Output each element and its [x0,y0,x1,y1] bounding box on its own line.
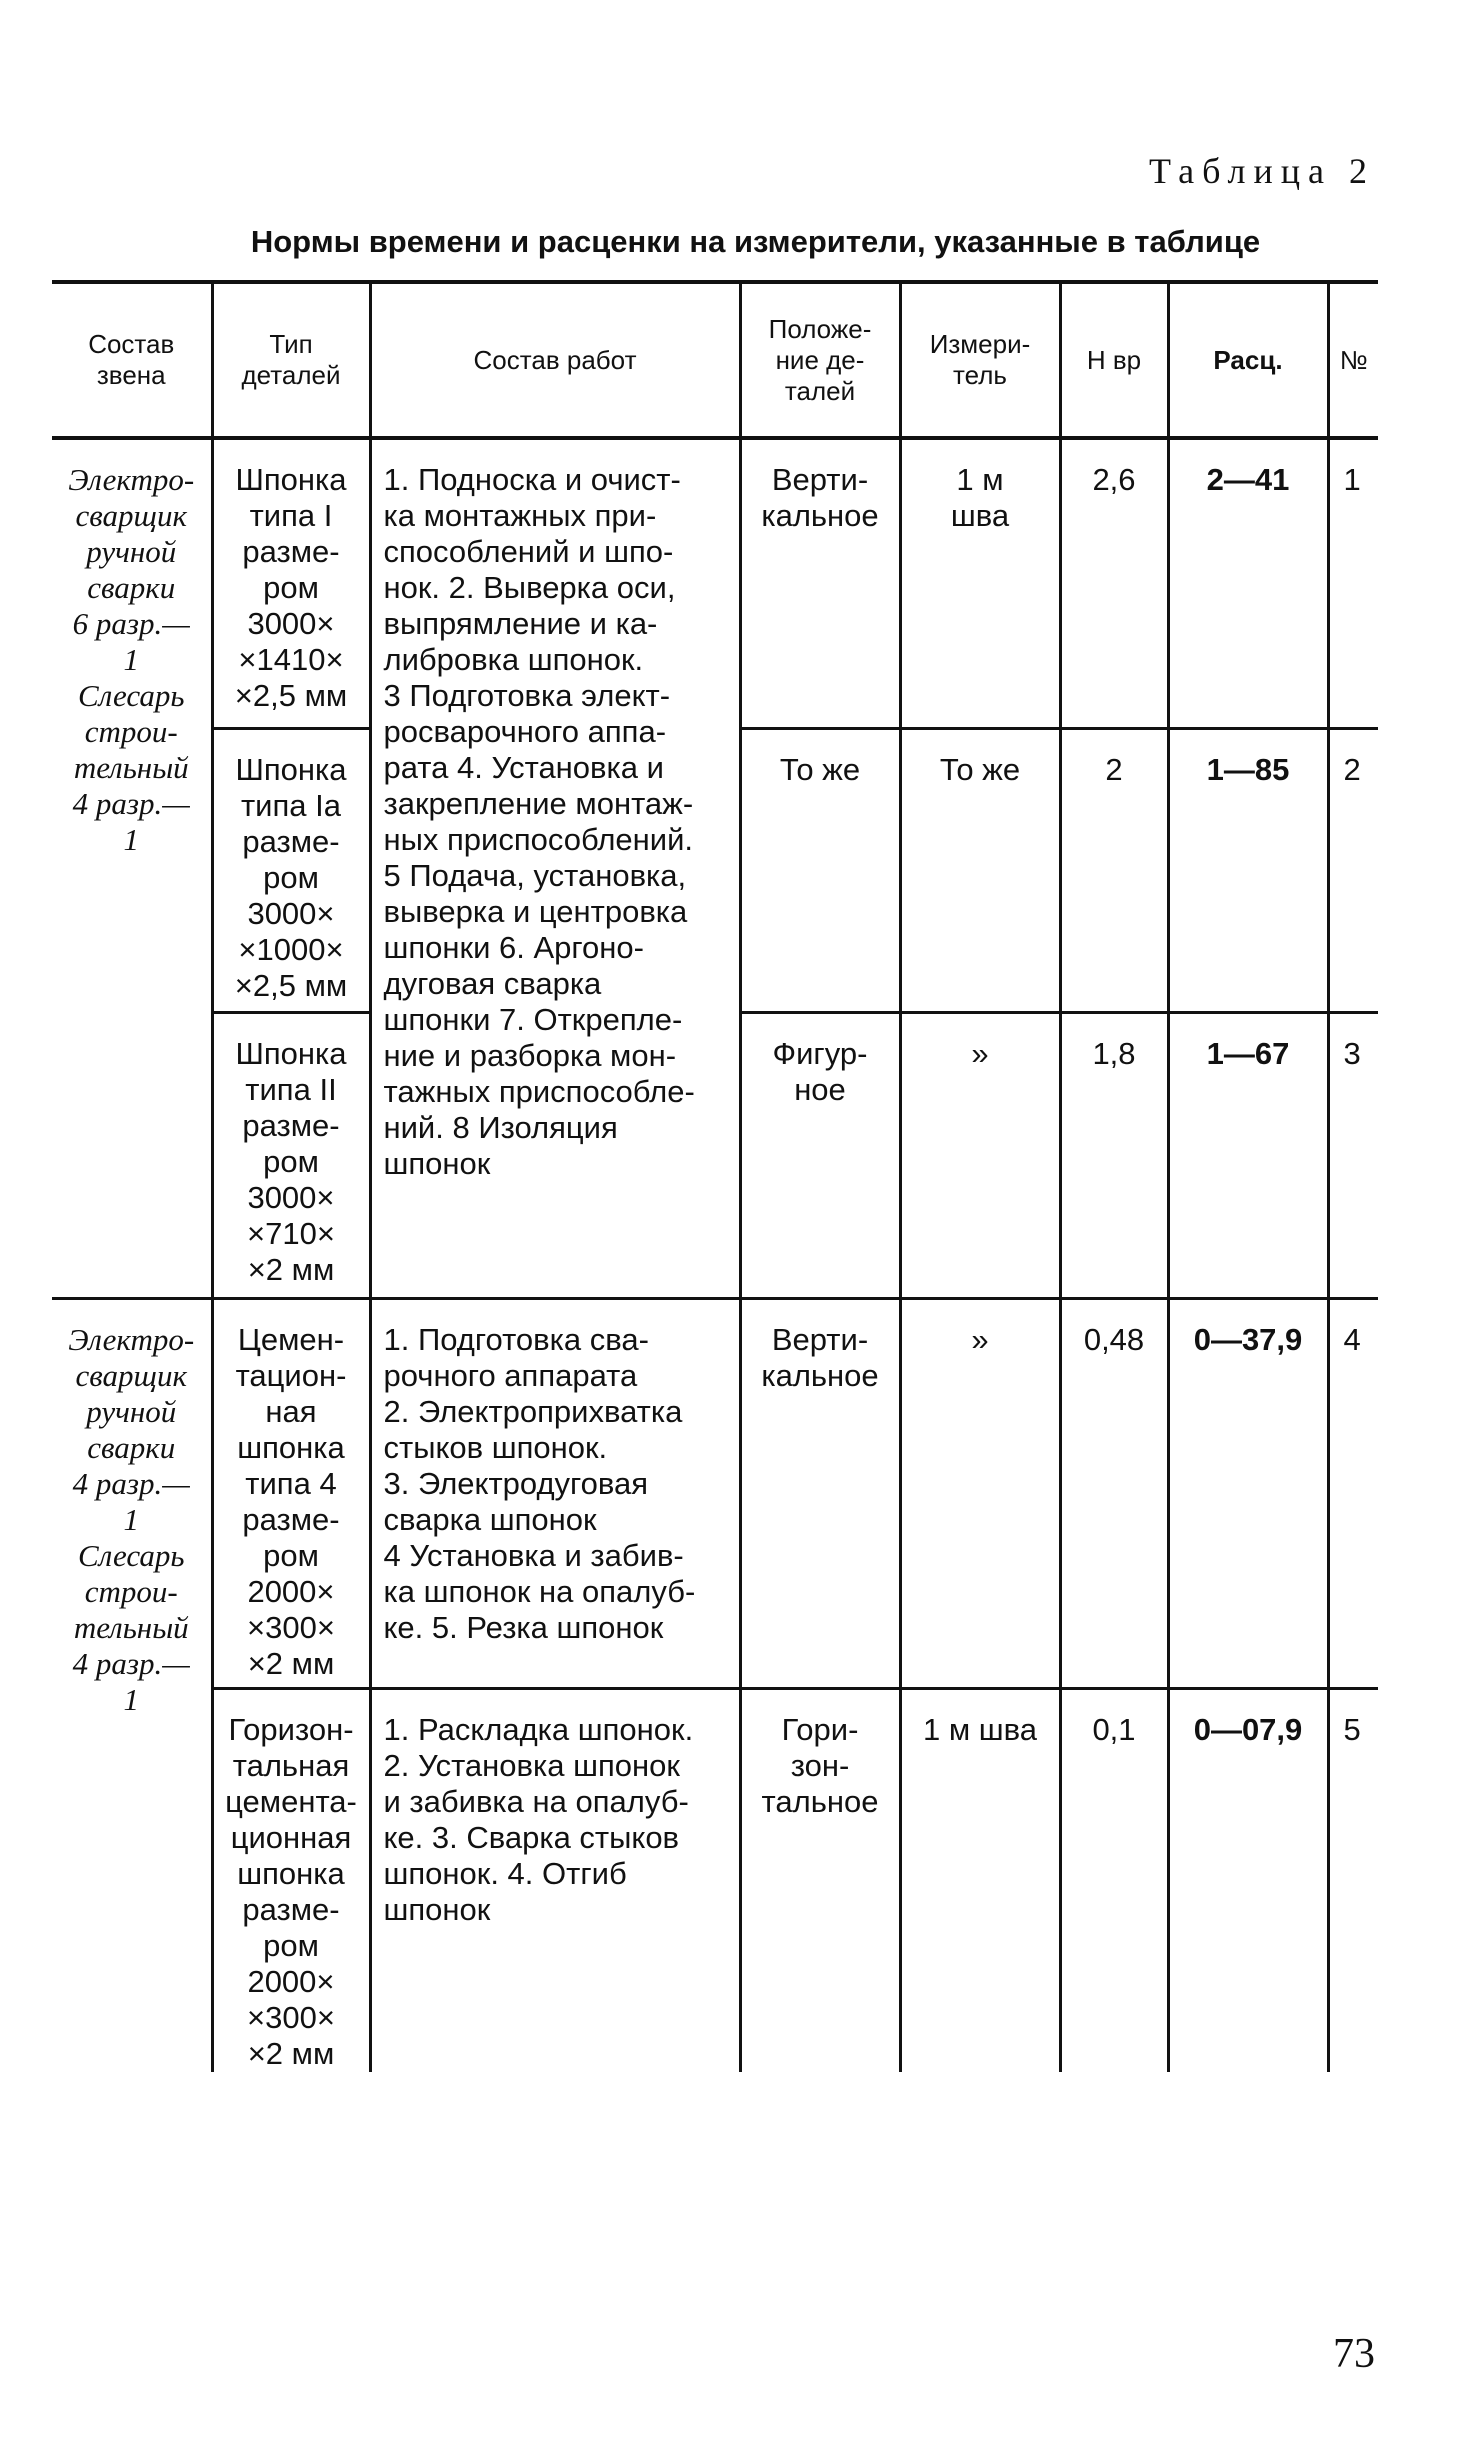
time-norm-cell-1: 2,6 [1060,438,1168,728]
table-label: Таблица 2 [1149,151,1375,191]
meter-cell-2: То же [900,728,1060,1012]
table-caption: Нормы времени и расценки на измерители, указанные в таблице [250,224,1261,259]
crew-cell-group-2: Электро- сварщик ручной сварки 4 разр.— 1 Слесарь строи- тельный 4 разр.— 1 [52,1298,212,2072]
meter-cell-4: » [900,1298,1060,1688]
meter-cell-5: 1 м шва [900,1688,1060,2072]
header-meter: Измери- тель [900,282,1060,438]
number-cell-4: 4 [1328,1298,1378,1688]
time-norm-cell-4: 0,48 [1060,1298,1168,1688]
time-norm-cell-5: 0,1 [1060,1688,1168,2072]
work-cell-4: 1. Подготовка сва- рочного аппарата 2. Электроприхватка стыков шпонок. 3. Электродуговая сварка шпонок 4 Установка и забив- ка шпонок на опалуб- ке. 5. Резка шпонок [370,1298,740,1688]
detail-cell-2: Шпонка типа Iа разме- ром 3000× ×1000× ×2,5 мм [212,728,370,1012]
meter-cell-3: » [900,1012,1060,1298]
header-detail-type: Тип деталей [212,282,370,438]
header-rate: Расц. [1168,282,1328,438]
number-cell-3: 3 [1328,1012,1378,1298]
position-cell-4: Верти- кальное [740,1298,900,1688]
detail-cell-1: Шпонка типа I разме- ром 3000× ×1410× ×2,5 мм [212,438,370,728]
rate-cell-3: 1—67 [1168,1012,1328,1298]
detail-cell-4: Цемен- тацион- ная шпонка типа 4 разме- ром 2000× ×300× ×2 мм [212,1298,370,1688]
rate-cell-5: 0—07,9 [1168,1688,1328,2072]
header-crew: Состав звена [52,282,212,438]
number-cell-1: 1 [1328,438,1378,728]
header-number: № [1328,282,1378,438]
header-row [52,282,1378,438]
meter-cell-1: 1 м шва [900,438,1060,728]
time-norm-cell-3: 1,8 [1060,1012,1168,1298]
header-work: Состав работ [370,282,740,438]
header-time-norm: Н вр [1060,282,1168,438]
position-cell-1: Верти- кальное [740,438,900,728]
crew-cell-group-1: Электро- сварщик ручной сварки 6 разр.— 1 Слесарь строи- тельный 4 разр.— 1 [52,438,212,1298]
rate-cell-2: 1—85 [1168,728,1328,1012]
position-cell-3: Фигур- ное [740,1012,900,1298]
header-position: Положе- ние де- талей [740,282,900,438]
rate-cell-4: 0—37,9 [1168,1298,1328,1688]
time-norm-cell-2: 2 [1060,728,1168,1012]
number-cell-2: 2 [1328,728,1378,1012]
table-row-1 [52,438,1378,728]
page-number: 73 [1333,2331,1375,2377]
position-cell-2: То же [740,728,900,1012]
number-cell-5: 5 [1328,1688,1378,2072]
norms-table [52,280,1378,2072]
detail-cell-5: Горизон- тальная цемента- ционная шпонка разме- ром 2000× ×300× ×2 мм [212,1688,370,2072]
detail-cell-3: Шпонка типа II разме- ром 3000× ×710× ×2 мм [212,1012,370,1298]
position-cell-5: Гори- зон- тальное [740,1688,900,2072]
rate-cell-1: 2—41 [1168,438,1328,728]
table-row-4 [52,1298,1378,1688]
work-cell-group-1: 1. Подноска и очист- ка монтажных при- способлений и шпо- нок. 2. Выверка оси, выпрямление и ка- либровка шпонок. 3 Подготовка элект- росварочного аппа- рата 4. Установка и закрепление монтаж- ных приспособлений. 5 Подача, установка, выверка и центровка шпонки 6. Аргоно- дуговая сварка шпонки 7. Открепле- ние и разборка мон- тажных приспособле- ний. 8 Изоляция шпонок [370,438,740,1298]
table-row-5 [52,1688,1378,2072]
work-cell-5: 1. Раскладка шпонок. 2. Установка шпонок и забивка на опалуб- ке. 3. Сварка стыков шпонок. 4. Отгиб шпонок [370,1688,740,2072]
